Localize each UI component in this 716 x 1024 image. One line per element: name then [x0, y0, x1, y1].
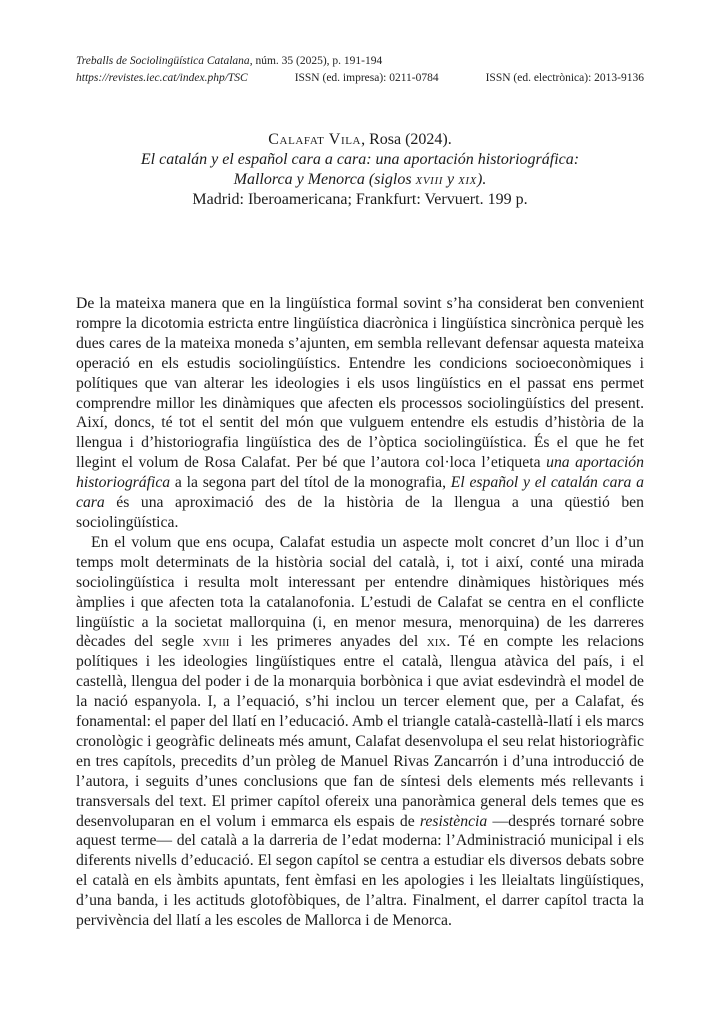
text-segment: una aportación historiográfica: [76, 454, 644, 492]
book-citation: [76, 130, 644, 210]
text-segment: xix: [458, 171, 477, 188]
issn-print-label: ISSN (ed. impresa): 0211-0784: [294, 72, 439, 84]
text-segment: Treballs de Sociolingüística Catalana: [76, 55, 250, 67]
text-segment: és una aproximació des de la història de la llengua a una qüestió ben sociolingüística.: [76, 494, 644, 531]
text-segment: xviii: [415, 171, 443, 188]
journal-header-line2: [76, 71, 644, 86]
body-paragraph: [76, 294, 644, 533]
text-segment: xix: [426, 633, 447, 651]
text-segment: Calafat Vila: [268, 131, 362, 148]
text-segment: xviii: [202, 633, 230, 651]
body-paragraph: [76, 533, 644, 931]
journal-title-line: [76, 54, 644, 69]
issn-online-label: ISSN (ed. electrònica): 2013-9136: [485, 72, 644, 84]
text-segment: De la mateixa manera que en la lingüística formal sovint s’ha considerat ben convenient rompre la dicotomia estricta entre lingüística diacrònica i lingüística sincrònica perquè les dues cares de la mateixa moneda s’ajunten, em sembla rellevant defensar aquesta mateixa operació en els estudis sociolingüístics. Entendre les condicions socioeconòmiques i polítiques que van alterar les ideologies i els usos lingüístics en el passat ens permet comprendre millor les dinàmiques que afecten els processos sociolingüístics del present. Així, doncs, té tot el sentit del món que vulguem entendre els estudis d’història de la llengua i d’historiografia lingüística des de l’òptica sociolingüística. És el que he fet llegint el volum de Rosa Calafat. Per bé que l’autora col·loca l’etiqueta: [76, 295, 644, 472]
text-segment: a la segona part del títol de la monografia,: [170, 474, 451, 492]
text-segment: El español y el catalán cara a cara: [76, 474, 644, 512]
citation-title-line-2: [76, 170, 644, 190]
citation-title-line-1: [76, 150, 644, 170]
text-segment: y: [442, 171, 459, 188]
text-segment: El catalán y el español cara a cara: una aportación historiográfica:: [140, 151, 580, 168]
text-segment: i les primeres anyades del: [229, 633, 427, 651]
review-body: [76, 294, 644, 931]
citation-author-line: [76, 130, 644, 150]
text-segment: ).: [477, 171, 487, 188]
journal-header: [76, 54, 644, 86]
text-segment: resistència: [419, 812, 488, 830]
text-segment: , Rosa (2024).: [361, 131, 452, 148]
text-segment: —després tornaré sobre aquest terme— del català a la darreria de l’edat moderna: l’Administració municipal i els diferents nivells d’educació. El segon capítol se centra a estudiar els diversos debats sobre el català en els àmbits apuntats, fent èmfasi en les apologies i les lleialtats lingüístiques, d’una banda, i les actituds glotofòbiques, de l’altra. Finalment, el darrer capítol tracta la pervivència del llatí a les escoles de Mallorca i de Menorca.: [76, 812, 644, 930]
citation-publisher-line: [76, 190, 644, 210]
text-segment: En el volum que ens ocupa, Calafat estudia un aspecte molt concret d’un lloc i d’un temps molt determinats de la història social del català, i, tot i així, conté una mirada sociolingüística i resulta molt interessant per entendre dinàmiques històriques més àmplies i que afecten tota la catalanofonia. L’estudi de Calafat se centra en el conflicte lingüístic a la societat mallorquina (i, en menor mesura, menorquina) de les darreres dècades del segle: [76, 533, 644, 651]
text-segment: . Té en compte les relacions polítiques i les ideologies lingüístiques entre el català, llengua atàvica del país, i el castellà, llengua del poder i de la monarquia borbònica i que aviat esdevindrà el model de la nació espanyola. I, a l’equació, s’hi inclou un tercer element que, per a Calafat, és fonamental: el paper del llatí en l’educació. Amb el triangle català-castellà-llatí i els marcs cronològic i geogràfic delineats més amunt, Calafat desenvolupa el seu relat historiogràfic en tres capítols, precedits d’un pròleg de Manuel Rivas Zancarrón i d’una introducció de l’autora, i seguits d’unes conclusions que fan de síntesi dels elements més rellevants i transversals del text. El primer capítol ofereix una panoràmica general dels temes que es desenvoluparan en el volum i emmarca els espais de: [76, 633, 644, 830]
text-segment: Madrid: Iberoamericana; Frankfurt: Vervuert. 199 p.: [192, 191, 528, 208]
text-segment: Mallorca y Menorca (siglos: [233, 171, 416, 188]
text-segment: , núm. 35 (2025), p. 191-194: [249, 55, 383, 67]
journal-url-link[interactable]: https://revistes.iec.cat/index.php/TSC: [76, 72, 248, 84]
